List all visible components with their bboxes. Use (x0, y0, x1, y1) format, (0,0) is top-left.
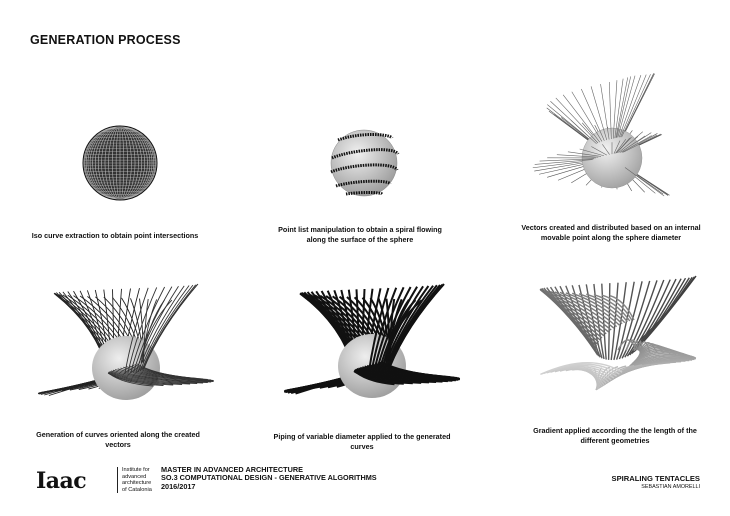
iaac-logo: Iaac (36, 468, 87, 494)
project-author: SEBASTIAN AMORELLI (641, 484, 700, 490)
sphere-spiral-illustration (290, 110, 450, 220)
step-4-caption: Generation of curves oriented along the created vectors (36, 430, 200, 449)
step-2-figure (290, 110, 450, 220)
step-5-caption: Piping of variable diameter applied to the generated curves (273, 432, 451, 451)
step-6-caption: Gradient applied according the the length of the different geometries (533, 426, 697, 445)
project-info (612, 474, 700, 490)
program-info: MASTER IN ADVANCED ARCHITECTURE SO.3 COMPUTATIONAL DESIGN - GENERATIVE ALGORITHMS 2016/2017 (161, 465, 377, 491)
gradient-illustration (528, 270, 708, 420)
step-6-figure (528, 270, 708, 420)
page-title: GENERATION PROCESS (30, 33, 181, 47)
sphere-grid-illustration (40, 110, 200, 220)
institute-name: Institute for advanced architecture of Catalonia (117, 467, 152, 493)
step-5-figure (282, 276, 462, 424)
curves-illustration (36, 276, 216, 424)
sphere-vectors-illustration (520, 66, 710, 218)
step-1-caption: Iso curve extraction to obtain point intersections (31, 231, 199, 240)
step-1-figure (40, 110, 200, 220)
step-3-caption: Vectors created and distributed based on an internal movable point along the sphere diameter (521, 223, 701, 242)
step-2-caption: Point list manipulation to obtain a spiral flowing along the surface of the sphere (278, 225, 442, 244)
step-3-figure (520, 66, 710, 218)
project-title: SPIRALING TENTACLES (611, 474, 700, 483)
step-4-figure (36, 276, 216, 424)
pipes-illustration (282, 276, 462, 424)
